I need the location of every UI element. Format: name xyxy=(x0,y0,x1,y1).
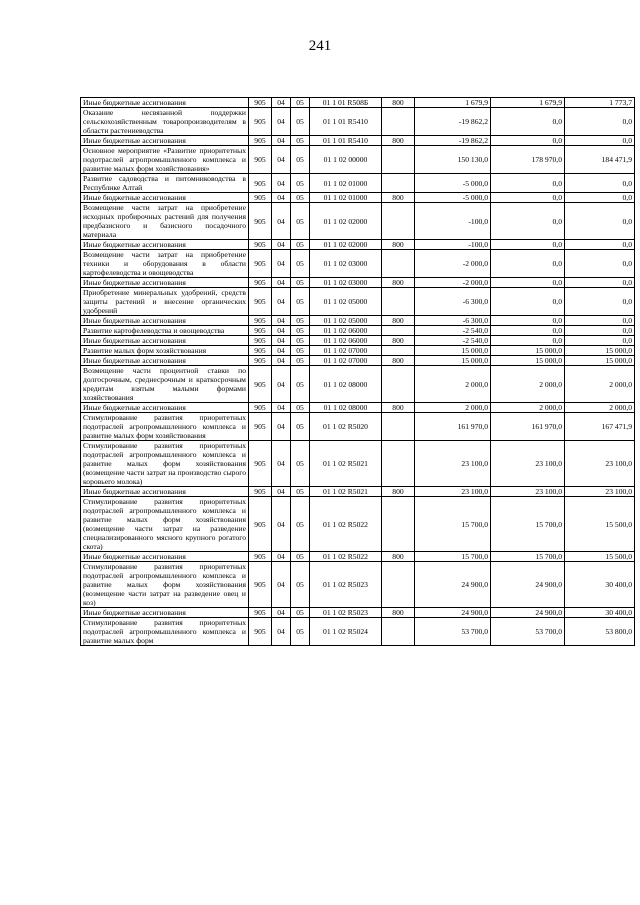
amount-year-3: 167 471,9 xyxy=(565,413,635,441)
target-article: 01 1 01 R5410 xyxy=(310,108,382,136)
target-article: 01 1 02 02000 xyxy=(310,240,382,250)
target-article: 01 1 02 R5020 xyxy=(310,413,382,441)
subsection-code: 05 xyxy=(291,487,310,497)
subsection-code: 05 xyxy=(291,346,310,356)
ministry-code: 905 xyxy=(249,413,272,441)
page-number: 241 xyxy=(308,38,332,54)
amount-year-2: 24 900,0 xyxy=(491,562,565,608)
subsection-code: 05 xyxy=(291,403,310,413)
expense-type: 800 xyxy=(382,136,415,146)
amount-year-1: 24 900,0 xyxy=(415,562,491,608)
table-row xyxy=(81,326,635,336)
row-name: Иные бюджетные ассигнования xyxy=(81,98,249,108)
target-article: 01 1 02 02000 xyxy=(310,203,382,240)
ministry-code: 905 xyxy=(249,497,272,552)
amount-year-1: -100,0 xyxy=(415,203,491,240)
section-code: 04 xyxy=(272,108,291,136)
ministry-code: 905 xyxy=(249,562,272,608)
table-row xyxy=(81,441,635,487)
amount-year-2: 24 900,0 xyxy=(491,608,565,618)
table-row xyxy=(81,336,635,346)
amount-year-3: 53 800,0 xyxy=(565,618,635,646)
section-code: 04 xyxy=(272,403,291,413)
amount-year-1: -100,0 xyxy=(415,240,491,250)
expense-type: 800 xyxy=(382,240,415,250)
table-row xyxy=(81,278,635,288)
expense-type: 800 xyxy=(382,98,415,108)
section-code: 04 xyxy=(272,316,291,326)
subsection-code: 05 xyxy=(291,240,310,250)
amount-year-3: 0,0 xyxy=(565,136,635,146)
row-name: Стимулирование развития приоритетных подотраслей агропромышленного комплекса и развитие малых форм хозяйствования (возмещение части затрат на разведение овец и коз) xyxy=(81,562,249,608)
table-body xyxy=(81,98,635,646)
section-code: 04 xyxy=(272,413,291,441)
amount-year-2: 0,0 xyxy=(491,108,565,136)
subsection-code: 05 xyxy=(291,146,310,174)
amount-year-2: 0,0 xyxy=(491,336,565,346)
expense-type: 800 xyxy=(382,278,415,288)
expense-type xyxy=(382,346,415,356)
target-article: 01 1 02 R5023 xyxy=(310,562,382,608)
ministry-code: 905 xyxy=(249,552,272,562)
amount-year-2: 2 000,0 xyxy=(491,403,565,413)
amount-year-2: 15 700,0 xyxy=(491,552,565,562)
expense-type xyxy=(382,146,415,174)
amount-year-1: -19 862,2 xyxy=(415,108,491,136)
row-name: Основное мероприятие «Развитие приоритетных подотраслей агропромышленного комплекса и развитие малых форм хозяйствования» xyxy=(81,146,249,174)
amount-year-3: 0,0 xyxy=(565,288,635,316)
table-row xyxy=(81,552,635,562)
section-code: 04 xyxy=(272,356,291,366)
amount-year-3: 23 100,0 xyxy=(565,487,635,497)
target-article: 01 1 02 01000 xyxy=(310,174,382,193)
section-code: 04 xyxy=(272,136,291,146)
amount-year-2: 23 100,0 xyxy=(491,487,565,497)
amount-year-1: -5 000,0 xyxy=(415,174,491,193)
table-row xyxy=(81,136,635,146)
expense-type xyxy=(382,441,415,487)
table-row xyxy=(81,193,635,203)
subsection-code: 05 xyxy=(291,98,310,108)
table-row xyxy=(81,562,635,608)
section-code: 04 xyxy=(272,250,291,278)
amount-year-3: 0,0 xyxy=(565,316,635,326)
row-name: Иные бюджетные ассигнования xyxy=(81,240,249,250)
amount-year-1: -2 000,0 xyxy=(415,278,491,288)
subsection-code: 05 xyxy=(291,108,310,136)
amount-year-3: 0,0 xyxy=(565,174,635,193)
ministry-code: 905 xyxy=(249,403,272,413)
section-code: 04 xyxy=(272,288,291,316)
amount-year-1: -6 300,0 xyxy=(415,288,491,316)
budget-table xyxy=(80,97,635,646)
target-article: 01 1 02 01000 xyxy=(310,193,382,203)
subsection-code: 05 xyxy=(291,174,310,193)
table-row xyxy=(81,240,635,250)
section-code: 04 xyxy=(272,608,291,618)
table-row xyxy=(81,203,635,240)
expense-type xyxy=(382,250,415,278)
ministry-code: 905 xyxy=(249,250,272,278)
section-code: 04 xyxy=(272,146,291,174)
target-article: 01 1 02 R5022 xyxy=(310,497,382,552)
amount-year-1: 2 000,0 xyxy=(415,366,491,403)
section-code: 04 xyxy=(272,193,291,203)
table-row xyxy=(81,98,635,108)
amount-year-1: -2 540,0 xyxy=(415,336,491,346)
amount-year-1: 150 130,0 xyxy=(415,146,491,174)
section-code: 04 xyxy=(272,203,291,240)
table-row xyxy=(81,403,635,413)
amount-year-3: 15 000,0 xyxy=(565,346,635,356)
target-article: 01 1 02 05000 xyxy=(310,316,382,326)
subsection-code: 05 xyxy=(291,413,310,441)
amount-year-2: 15 000,0 xyxy=(491,346,565,356)
amount-year-1: 15 000,0 xyxy=(415,356,491,366)
amount-year-3: 30 400,0 xyxy=(565,608,635,618)
target-article: 01 1 02 R5022 xyxy=(310,552,382,562)
ministry-code: 905 xyxy=(249,487,272,497)
expense-type: 800 xyxy=(382,356,415,366)
subsection-code: 05 xyxy=(291,136,310,146)
expense-type xyxy=(382,326,415,336)
ministry-code: 905 xyxy=(249,240,272,250)
amount-year-2: 15 000,0 xyxy=(491,356,565,366)
amount-year-2: 0,0 xyxy=(491,326,565,336)
section-code: 04 xyxy=(272,336,291,346)
expense-type: 800 xyxy=(382,316,415,326)
expense-type: 800 xyxy=(382,608,415,618)
table-row xyxy=(81,316,635,326)
row-name: Иные бюджетные ассигнования xyxy=(81,316,249,326)
table-row xyxy=(81,413,635,441)
amount-year-3: 0,0 xyxy=(565,108,635,136)
ministry-code: 905 xyxy=(249,618,272,646)
subsection-code: 05 xyxy=(291,326,310,336)
section-code: 04 xyxy=(272,552,291,562)
amount-year-3: 0,0 xyxy=(565,240,635,250)
ministry-code: 905 xyxy=(249,98,272,108)
row-name: Стимулирование развития приоритетных подотраслей агропромышленного комплекса и развитие малых форм хозяйствования xyxy=(81,413,249,441)
subsection-code: 05 xyxy=(291,552,310,562)
amount-year-2: 15 700,0 xyxy=(491,497,565,552)
amount-year-3: 15 500,0 xyxy=(565,552,635,562)
ministry-code: 905 xyxy=(249,608,272,618)
amount-year-2: 0,0 xyxy=(491,203,565,240)
amount-year-2: 23 100,0 xyxy=(491,441,565,487)
section-code: 04 xyxy=(272,278,291,288)
row-name: Стимулирование развития приоритетных подотраслей агропромышленного комплекса и развитие малых форм xyxy=(81,618,249,646)
table-row xyxy=(81,618,635,646)
table-row xyxy=(81,608,635,618)
subsection-code: 05 xyxy=(291,441,310,487)
target-article: 01 1 02 07000 xyxy=(310,346,382,356)
expense-type: 800 xyxy=(382,193,415,203)
row-name: Иные бюджетные ассигнования xyxy=(81,336,249,346)
section-code: 04 xyxy=(272,174,291,193)
ministry-code: 905 xyxy=(249,193,272,203)
amount-year-2: 0,0 xyxy=(491,316,565,326)
expense-type xyxy=(382,413,415,441)
section-code: 04 xyxy=(272,346,291,356)
amount-year-2: 161 970,0 xyxy=(491,413,565,441)
row-name: Иные бюджетные ассигнования xyxy=(81,278,249,288)
expense-type xyxy=(382,366,415,403)
amount-year-3: 15 000,0 xyxy=(565,356,635,366)
target-article: 01 1 02 06000 xyxy=(310,326,382,336)
amount-year-1: 53 700,0 xyxy=(415,618,491,646)
ministry-code: 905 xyxy=(249,356,272,366)
amount-year-2: 0,0 xyxy=(491,278,565,288)
amount-year-3: 23 100,0 xyxy=(565,441,635,487)
amount-year-2: 0,0 xyxy=(491,288,565,316)
amount-year-1: 2 000,0 xyxy=(415,403,491,413)
row-name: Иные бюджетные ассигнования xyxy=(81,608,249,618)
ministry-code: 905 xyxy=(249,278,272,288)
amount-year-1: 1 679,9 xyxy=(415,98,491,108)
amount-year-1: 24 900,0 xyxy=(415,608,491,618)
amount-year-1: 15 700,0 xyxy=(415,497,491,552)
table-row xyxy=(81,250,635,278)
expense-type xyxy=(382,174,415,193)
subsection-code: 05 xyxy=(291,288,310,316)
amount-year-3: 2 000,0 xyxy=(565,366,635,403)
row-name: Иные бюджетные ассигнования xyxy=(81,193,249,203)
section-code: 04 xyxy=(272,618,291,646)
ministry-code: 905 xyxy=(249,108,272,136)
amount-year-1: -6 300,0 xyxy=(415,316,491,326)
subsection-code: 05 xyxy=(291,608,310,618)
table-row xyxy=(81,346,635,356)
target-article: 01 1 02 06000 xyxy=(310,336,382,346)
subsection-code: 05 xyxy=(291,203,310,240)
row-name: Иные бюджетные ассигнования xyxy=(81,356,249,366)
amount-year-3: 184 471,9 xyxy=(565,146,635,174)
amount-year-2: 0,0 xyxy=(491,240,565,250)
target-article: 01 1 02 03000 xyxy=(310,278,382,288)
ministry-code: 905 xyxy=(249,316,272,326)
row-name: Иные бюджетные ассигнования xyxy=(81,552,249,562)
subsection-code: 05 xyxy=(291,250,310,278)
amount-year-1: -2 000,0 xyxy=(415,250,491,278)
amount-year-2: 178 970,0 xyxy=(491,146,565,174)
subsection-code: 05 xyxy=(291,316,310,326)
subsection-code: 05 xyxy=(291,193,310,203)
row-name: Развитие картофелеводства и овощеводства xyxy=(81,326,249,336)
target-article: 01 1 02 08000 xyxy=(310,366,382,403)
amount-year-2: 0,0 xyxy=(491,136,565,146)
target-article: 01 1 02 R5021 xyxy=(310,487,382,497)
expense-type: 800 xyxy=(382,552,415,562)
amount-year-3: 0,0 xyxy=(565,193,635,203)
subsection-code: 05 xyxy=(291,278,310,288)
amount-year-1: -5 000,0 xyxy=(415,193,491,203)
target-article: 01 1 02 05000 xyxy=(310,288,382,316)
table-row xyxy=(81,356,635,366)
amount-year-1: 15 000,0 xyxy=(415,346,491,356)
row-name: Возмещение части затрат на приобретение техники и оборудования в области картофелеводства и овощеводства xyxy=(81,250,249,278)
target-article: 01 1 02 08000 xyxy=(310,403,382,413)
table-row xyxy=(81,146,635,174)
table-row xyxy=(81,108,635,136)
amount-year-1: 23 100,0 xyxy=(415,441,491,487)
amount-year-3: 0,0 xyxy=(565,336,635,346)
ministry-code: 905 xyxy=(249,326,272,336)
row-name: Иные бюджетные ассигнования xyxy=(81,136,249,146)
amount-year-2: 1 679,9 xyxy=(491,98,565,108)
amount-year-2: 53 700,0 xyxy=(491,618,565,646)
amount-year-3: 2 000,0 xyxy=(565,403,635,413)
target-article: 01 1 01 R5410 xyxy=(310,136,382,146)
expense-type xyxy=(382,288,415,316)
section-code: 04 xyxy=(272,240,291,250)
ministry-code: 905 xyxy=(249,203,272,240)
expense-type xyxy=(382,203,415,240)
ministry-code: 905 xyxy=(249,136,272,146)
expense-type xyxy=(382,497,415,552)
target-article: 01 1 02 03000 xyxy=(310,250,382,278)
amount-year-1: -2 540,0 xyxy=(415,326,491,336)
amount-year-1: -19 862,2 xyxy=(415,136,491,146)
target-article: 01 1 02 R5023 xyxy=(310,608,382,618)
ministry-code: 905 xyxy=(249,441,272,487)
row-name: Развитие малых форм хозяйствования xyxy=(81,346,249,356)
amount-year-2: 2 000,0 xyxy=(491,366,565,403)
section-code: 04 xyxy=(272,487,291,497)
subsection-code: 05 xyxy=(291,497,310,552)
ministry-code: 905 xyxy=(249,288,272,316)
target-article: 01 1 01 R508Б xyxy=(310,98,382,108)
expense-type: 800 xyxy=(382,336,415,346)
table-row xyxy=(81,487,635,497)
row-name: Иные бюджетные ассигнования xyxy=(81,403,249,413)
section-code: 04 xyxy=(272,562,291,608)
amount-year-3: 1 773,7 xyxy=(565,98,635,108)
section-code: 04 xyxy=(272,366,291,403)
section-code: 04 xyxy=(272,497,291,552)
section-code: 04 xyxy=(272,98,291,108)
target-article: 01 1 02 R5021 xyxy=(310,441,382,487)
row-name: Иные бюджетные ассигнования xyxy=(81,487,249,497)
ministry-code: 905 xyxy=(249,366,272,403)
expense-type: 800 xyxy=(382,403,415,413)
amount-year-3: 0,0 xyxy=(565,278,635,288)
amount-year-3: 30 400,0 xyxy=(565,562,635,608)
expense-type: 800 xyxy=(382,487,415,497)
ministry-code: 905 xyxy=(249,346,272,356)
ministry-code: 905 xyxy=(249,336,272,346)
row-name: Стимулирование развития приоритетных подотраслей агропромышленного комплекса и развитие малых форм хозяйствования (возмещение части затрат на разведение специализированного мясного крупного рогатого скота) xyxy=(81,497,249,552)
amount-year-2: 0,0 xyxy=(491,250,565,278)
amount-year-3: 15 500,0 xyxy=(565,497,635,552)
ministry-code: 905 xyxy=(249,174,272,193)
amount-year-1: 15 700,0 xyxy=(415,552,491,562)
row-name: Возмещение части затрат на приобретение исходных пробирочных растений для получения предбазисного и базисного посадочного материала xyxy=(81,203,249,240)
row-name: Стимулирование развития приоритетных подотраслей агропромышленного комплекса и развитие малых форм хозяйствования (возмещение части затрат на производство сырого коровьего молока) xyxy=(81,441,249,487)
table-row xyxy=(81,366,635,403)
row-name: Развитие садоводства и питомниководства в Республике Алтай xyxy=(81,174,249,193)
expense-type xyxy=(382,562,415,608)
section-code: 04 xyxy=(272,441,291,487)
table-row xyxy=(81,497,635,552)
expense-type xyxy=(382,618,415,646)
row-name: Приобретение минеральных удобрений, средств защиты растений и внесение органических удобрений xyxy=(81,288,249,316)
row-name: Оказание несвязанной поддержки сельскохозяйственным товаропроизводителям в области растениеводства xyxy=(81,108,249,136)
ministry-code: 905 xyxy=(249,146,272,174)
subsection-code: 05 xyxy=(291,356,310,366)
amount-year-3: 0,0 xyxy=(565,250,635,278)
subsection-code: 05 xyxy=(291,562,310,608)
subsection-code: 05 xyxy=(291,618,310,646)
table-row xyxy=(81,288,635,316)
section-code: 04 xyxy=(272,326,291,336)
amount-year-3: 0,0 xyxy=(565,326,635,336)
target-article: 01 1 02 07000 xyxy=(310,356,382,366)
expense-type xyxy=(382,108,415,136)
target-article: 01 1 02 00000 xyxy=(310,146,382,174)
amount-year-2: 0,0 xyxy=(491,193,565,203)
amount-year-1: 161 970,0 xyxy=(415,413,491,441)
amount-year-1: 23 100,0 xyxy=(415,487,491,497)
amount-year-3: 0,0 xyxy=(565,203,635,240)
subsection-code: 05 xyxy=(291,366,310,403)
amount-year-2: 0,0 xyxy=(491,174,565,193)
row-name: Возмещение части процентной ставки по долгосрочным, среднесрочным и краткосрочным кредитам взятым малыми формами хозяйствования xyxy=(81,366,249,403)
subsection-code: 05 xyxy=(291,336,310,346)
table-row xyxy=(81,174,635,193)
target-article: 01 1 02 R5024 xyxy=(310,618,382,646)
